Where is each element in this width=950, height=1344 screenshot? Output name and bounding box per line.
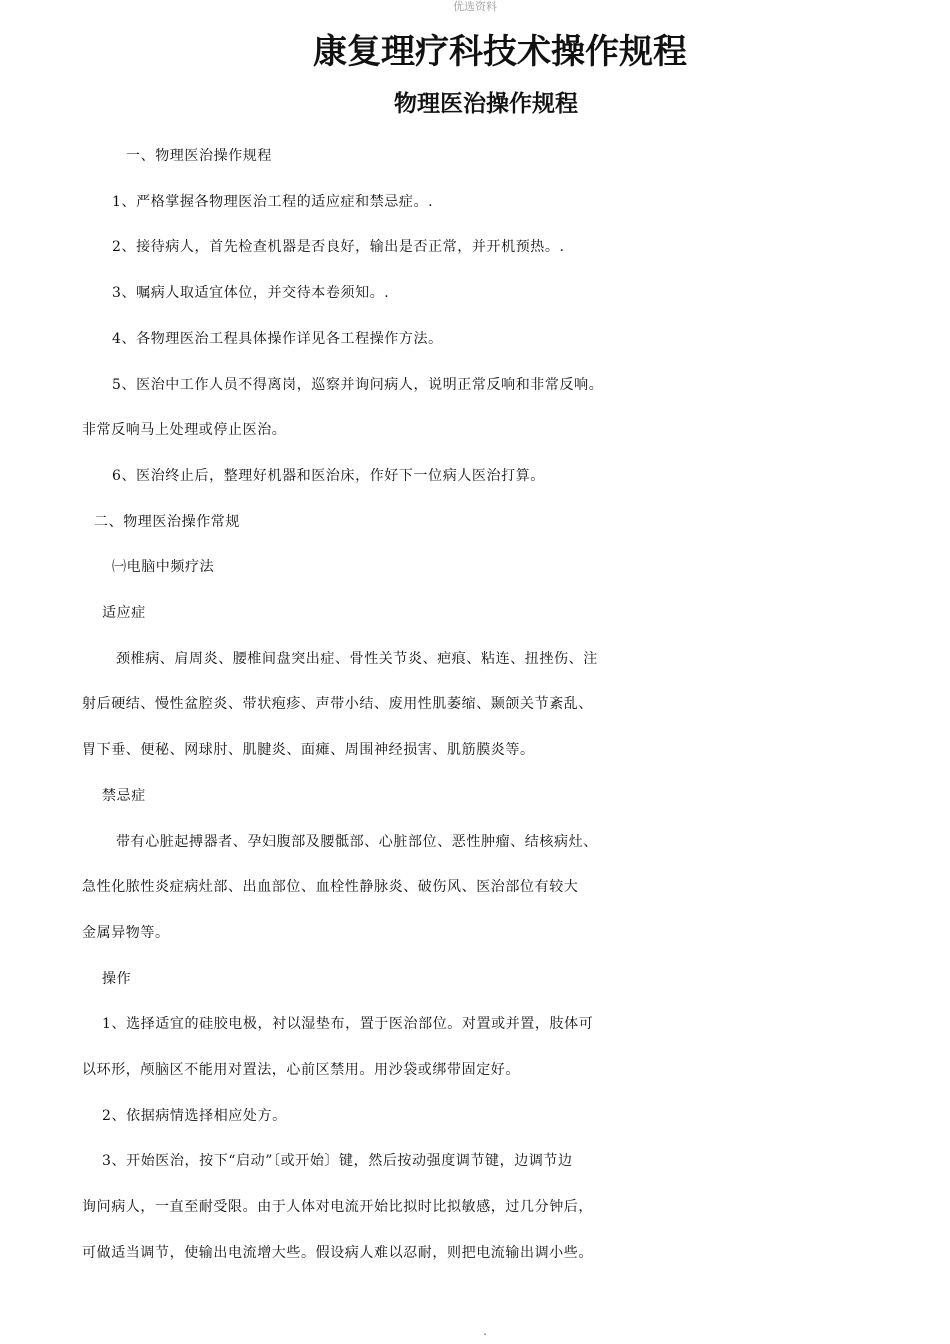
body-line: 一、物理医治操作规程 <box>126 148 272 164</box>
document-body <box>82 134 906 1277</box>
body-line: 2、接待病人，首先检查机器是否良好，输出是否正常，并开机预热。. <box>112 239 565 256</box>
body-line: 以环形，颅脑区不能用对置法，心前区禁用。用沙袋或绑带固定好。 <box>82 1062 520 1079</box>
body-line: ㈠电脑中频疗法 <box>112 559 215 576</box>
body-line: 急性化脓性炎症病灶部、出血部位、血栓性静脉炎、破伤风、医治部位有较大 <box>82 879 579 896</box>
body-line: 操作 <box>102 970 132 987</box>
body-line: 3、开始医治，按下“启动”〔或开始〕键，然后按动强度调节键，边调节边 <box>102 1153 573 1170</box>
body-line: 1、选择适宜的硅胶电极，衬以湿垫布，置于医治部位。对置或并置，肢体可 <box>102 1016 594 1033</box>
document-subtitle: 物理医治操作规程 <box>394 91 578 117</box>
body-line: 胃下垂、便秘、网球肘、肌腱炎、面瘫、周围神经损害、肌筋膜炎等。 <box>82 742 535 759</box>
body-line: 询问病人，一直至耐受限。由于人体对电流开始比拟时比拟敏感，过几分钟后， <box>82 1199 593 1216</box>
body-line: 4、各物理医治工程具体操作详见各工程操作方法。 <box>112 330 443 347</box>
body-line: 颈椎病、肩周炎、腰椎间盘突出症、骨性关节炎、疤痕、粘连、扭挫伤、注 <box>116 650 598 667</box>
body-line: 非常反响马上处理或停止医治。 <box>82 422 287 439</box>
body-line: 禁忌症 <box>102 787 146 804</box>
body-line: 适应症 <box>102 605 146 622</box>
body-line: 1、严格掌握各物理医治工程的适应症和禁忌症。. <box>112 193 434 210</box>
page-footer-mark: . <box>483 1324 487 1338</box>
body-line: 金属异物等。 <box>82 924 170 941</box>
body-line: 射后硬结、慢性盆腔炎、带状疱疹、声带小结、废用性肌萎缩、颞颌关节紊乱、 <box>82 696 593 713</box>
body-line: 6、医治终止后，整理好机器和医治床，作好下一位病人医治打算。 <box>112 467 545 484</box>
body-line: 二、物理医治操作常规 <box>94 513 240 530</box>
body-line: 带有心脏起搏器者、孕妇腹部及腰骶部、心脏部位、恶性肿瘤、结核病灶、 <box>116 833 598 850</box>
page-header-note: 优选资料 <box>453 0 497 13</box>
body-line: 2、依据病情选择相应处方。 <box>102 1107 287 1124</box>
body-line: 5、医治中工作人员不得离岗，巡察并询问病人，说明正常反响和非常反响。 <box>112 376 604 393</box>
body-line: 可做适当调节，使输出电流增大些。假设病人难以忍耐，则把电流输出调小些。 <box>82 1244 593 1261</box>
body-line: 3、嘱病人取适宜体位，并交待本卷须知。. <box>112 285 390 302</box>
document-title: 康复理疗科技术操作规程 <box>313 32 687 72</box>
